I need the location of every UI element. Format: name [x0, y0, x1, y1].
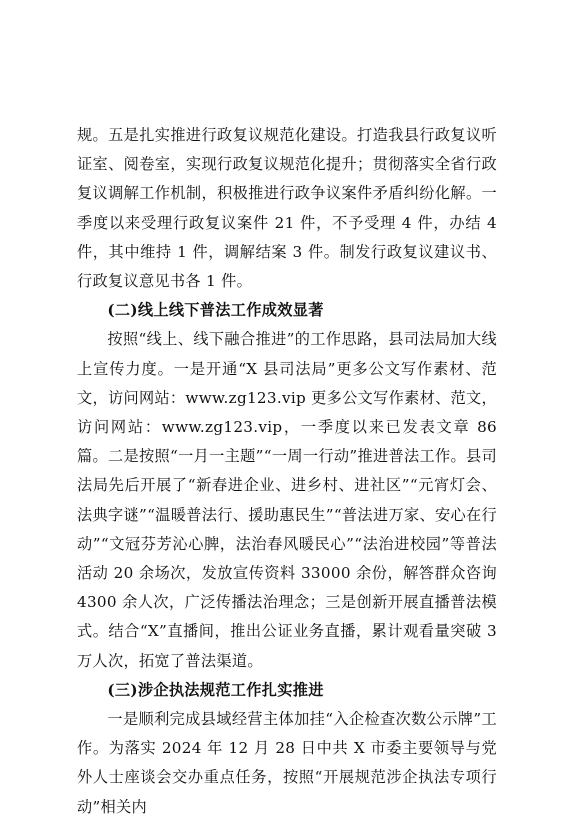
section-heading-2: (二)线上线下普法工作成效显著	[107, 301, 324, 320]
body-paragraph-2: 按照“线上、线下融合推进”的工作思路，县司法局加大线上宣传力度。一是开通“X 县司法局”更多公文写作素材、范文，访问网站：www.zg123.vip 更多公文写作素材、范文，访问网站：www.zg123.vip，一季度以来已发表文章 86 篇。二是按照“一月一主题”“一周一行动”推进普法工作。县司法局先后开展了“新春进企业、进乡村、进社区”“元宵灯会、法典字谜”“温暖普法行、援助惠民生”“普法进万家、安心在行动”“文冠芬芳沁心脾，法治春风暖民心”“法治进校园”等普法活动 20 余场次，发放宣传资料 33000 余份，解答群众咨询 4300 余人次，广泛传播法治理念；三是创新开展直播普法模式。结合“X”直播间，推出公证业务直播，累计观看量突破 3 万人次，拓宽了普法渠道。	[77, 330, 498, 670]
body-paragraph-1: 规。五是扎实推进行政复议规范化建设。打造我县行政复议听证室、阅卷室，实现行政复议规范化提升；贯彻落实全省行政复议调解工作机制，积极推进行政争议案件矛盾纠纷化解。一季度以来受理行政复议案件 21 件，不予受理 4 件，办结 4 件，其中维持 1 件，调解结案 3 件。制发行政复议建议书、行政复议意见书各 1 件。	[77, 126, 497, 291]
section-heading-3: (三)涉企执法规范工作扎实推进	[107, 680, 324, 699]
body-paragraph-3: 一是顺利完成县域经营主体加挂“入企检查次数公示牌”工作。为落实 2024 年 12 月 28 日中共 X 市委主要领导与党外人士座谈会交办重点任务，按照“开展规范涉企执法专项行动”相关内	[77, 710, 497, 816]
document-body	[77, 121, 497, 822]
